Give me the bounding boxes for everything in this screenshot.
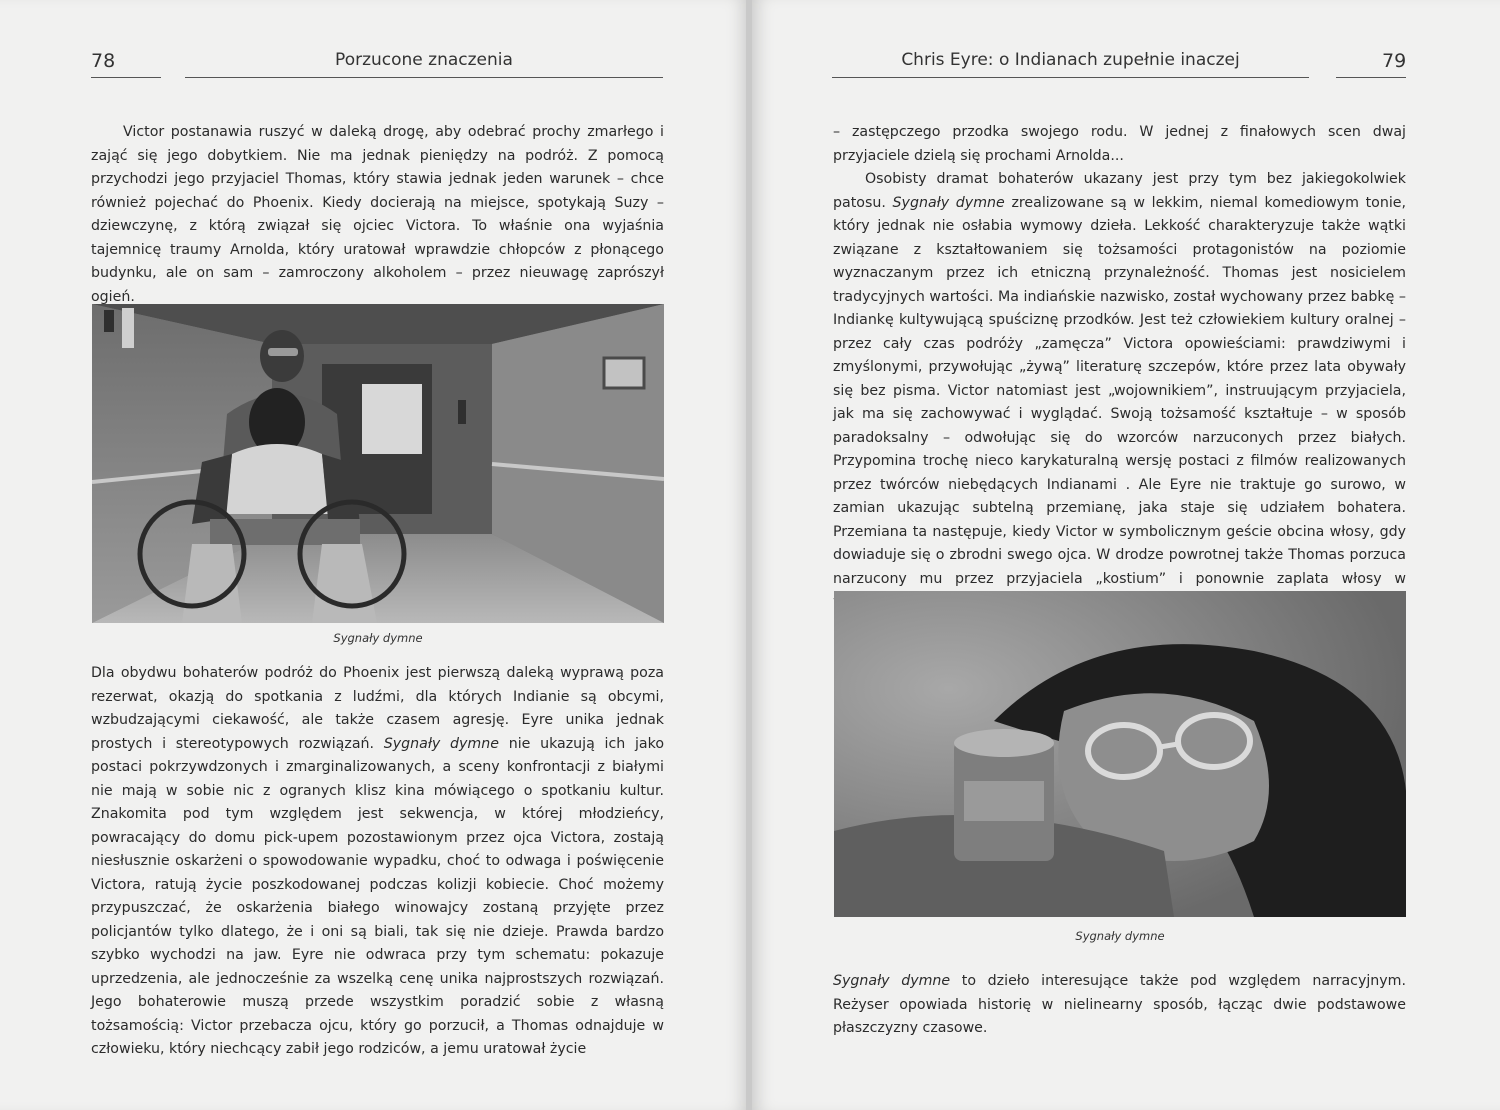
paragraph-rest: zrealizowane są w lekkim, niemal komediowym tonie, który jednak nie osłabia wymowy dzieła. Lekkość charakteryzuje także wątki związane z kształtowaniem się tożsamości protagonistów na poziomie wyznaczanym przez ich etniczną przynależność. Thomas jest nosicielem tradycyjnych wartości. Ma indiańskie nazwisko, został wychowany przez babkę – Indiankę kultywującą spuściznę przodków. Jest też człowiekiem kultury oralnej – przez cały czas podróży „zamęcza” Victora opowieściami: prawdziwymi i zmyślonymi, przywołując „żywą” literaturę szczepów, które przez lata obywały się bez pisma. Victor natomiast jest „wojownikiem”, instruującym przyjaciela, jak ma się zachowywać i wyglądać. Swoją tożsamość kształtuje – w sposób paradoksalny – odwołując się do wzorców narzuconych przez białych. Przypomina trochę nieco karykaturalną wersję postaci z filmów realizowanych przez twórców niebędących Indianami . Ale Eyre nie traktuje go surowo, w zamian ukazując subtelną przemianę, jaka staje się udziałem bohatera. Przemiana ta następuje, kiedy Victor w symbolicznym geście obcina włosy, gdy dowiaduje się o zbrodni swego ojca. W drodze powrotnej także Thomas porzuca narzucony mu przez przyjaciela „kostium” i ponownie zaplata włosy w bbox=[833, 194, 1407, 587]
header-rule bbox=[832, 77, 1309, 78]
paragraph bbox=[833, 970, 1406, 1041]
header-rule bbox=[1336, 77, 1406, 78]
film-still-sleeping-photo bbox=[834, 591, 1406, 917]
header-rule bbox=[185, 77, 663, 78]
page-number: 79 bbox=[1382, 50, 1407, 72]
film-title: Sygnały dymne bbox=[892, 194, 1005, 211]
body-text-top bbox=[833, 121, 1406, 615]
body-text-bottom bbox=[833, 970, 1406, 1041]
paragraph: Victor postanawia ruszyć w daleką drogę, aby odebrać prochy zmarłego i zająć się jego dobytkiem. Nie ma jednak pieniędzy na podróż. Z pomocą przychodzi jego przyjaciel Thomas, który stawia jednak jeden warunek – chce również pojechać do Phoenix. Kiedy docierają na miejsce, spotykają Suzy – dziewczynę, z którą związał się ojciec Victora. To właśnie ona wyjaśnia tajemnicę traumy Arnolda, który uratował wprawdzie chłopców z płonącego budynku, ale on sam – zamroczony alkoholem – przez nieuwagę zaprószył ogień. bbox=[91, 124, 664, 305]
paragraph-rest: to dzieło interesujące także pod względem narracyjnym. Reżyser opowiada historię w nielinearny sposób, łącząc dwie podstawowe płaszczyzny czasowe. bbox=[833, 973, 1407, 1036]
header-rule bbox=[91, 77, 161, 78]
paragraph-rest: nie ukazują ich jako postaci pokrzywdzonych i zmarginalizowanych, a sceny konfrontacji z białymi nie mają w sobie nic z ogranych klisz kina mówiącego o spotkaniu kultur. Znakomita pod tym względem jest sekwencja, w której młodzieńcy, powracający do domu pick-upem pozostawionym przez ojca Victora, zostają niesłusznie oskarżeni o spowodowanie wypadku, choć to odwaga i poświęcenie Victora, ratują życie poszkodowanej podczas kolizji kobiecie. Choć możemy przypuszczać, że oskarżenia białego winowajcy zostaną przyjęte przez policjantów tylko dlatego, że i oni są biali, tak się nie dzieje. Prawda bardzo szybko wychodzi na jaw. Eyre nie odwraca przy tym schematu: pokazuje uprzedzenia, ale jednocześnie za wszelką cenę unika najprostszych rozwiązań. Jego bohaterowie muszą przede wszystkim poradzić sobie z własną tożsamością: Victor przebacza ojcu, który go porzucił, a Thomas odnajduje w człowieku, który niechcący zabił jego rodziców, a jemu uratował życie bbox=[91, 735, 665, 1057]
body-text-bottom bbox=[91, 662, 664, 1062]
left-page bbox=[0, 0, 748, 1110]
film-title: Sygnały dymne bbox=[383, 735, 499, 752]
paragraph bbox=[833, 168, 1406, 615]
page-number: 78 bbox=[91, 50, 116, 72]
body-text-top bbox=[91, 121, 664, 309]
figure-caption: Sygnały dymne bbox=[1075, 929, 1165, 943]
paragraph-start: Osobisty dramat bohaterów ukazany jest przy tym bez jakiegokolwiek patosu. bbox=[833, 171, 1406, 211]
film-still-hallway-photo bbox=[92, 304, 664, 623]
figure-caption: Sygnały dymne bbox=[333, 631, 423, 645]
right-page bbox=[752, 0, 1500, 1110]
paragraph bbox=[91, 662, 664, 1062]
paragraph-start: Dla obydwu bohaterów podróż do Phoenix jest pierwszą daleką wyprawą poza rezerwat, okazją do spotkania z ludźmi, dla których Indianie są obcymi, wzbudzającymi ciekawość, ale także czasem agresję. Eyre unika jednak prostych i stereotypowych rozwiązań. bbox=[91, 665, 664, 752]
running-title: Chris Eyre: o Indianach zupełnie inaczej bbox=[901, 50, 1240, 70]
paragraph: – zastępczego przodka swojego rodu. W jednej z finałowych scen dwaj przyjaciele dzielą się prochami Arnolda... bbox=[833, 124, 1406, 164]
running-title: Porzucone znaczenia bbox=[335, 50, 513, 70]
film-title: Sygnały dymne bbox=[833, 973, 951, 989]
